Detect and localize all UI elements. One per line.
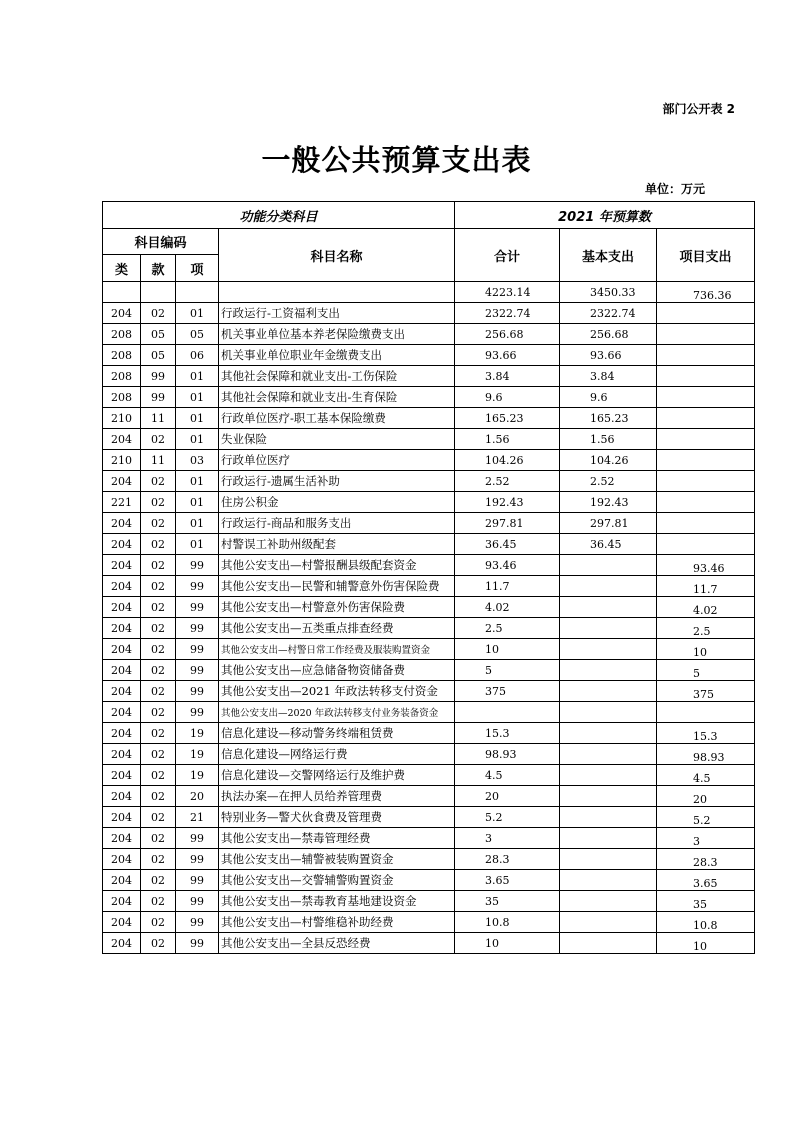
basic-cell xyxy=(560,639,657,660)
lei-cell: 204 xyxy=(103,807,141,828)
total-cell: 9.6 xyxy=(455,387,560,408)
lei-cell: 210 xyxy=(103,450,141,471)
basic-cell: 3.84 xyxy=(560,366,657,387)
subject-name-cell: 其他公安支出—2020 年政法转移支付业务装备资金 xyxy=(219,702,455,723)
basic-cell: 192.43 xyxy=(560,492,657,513)
page-title: 一般公共预算支出表 xyxy=(261,143,532,177)
xiang-cell: 99 xyxy=(176,702,219,723)
subject-name-cell: 机关事业单位职业年金缴费支出 xyxy=(219,345,455,366)
summary-cell xyxy=(103,282,141,303)
basic-cell xyxy=(560,891,657,912)
lei-cell: 204 xyxy=(103,471,141,492)
lei-cell: 208 xyxy=(103,324,141,345)
subject-name-cell: 其他公安支出—禁毒管理经费 xyxy=(219,828,455,849)
table-number-label: 部门公开表 2 xyxy=(662,102,735,116)
total-cell: 3 xyxy=(455,828,560,849)
basic-cell xyxy=(560,933,657,954)
kuan-cell: 05 xyxy=(141,345,176,366)
basic-cell: 104.26 xyxy=(560,450,657,471)
project-cell xyxy=(657,324,755,345)
xiang-cell: 99 xyxy=(176,891,219,912)
kuan-cell: 02 xyxy=(141,429,176,450)
basic-cell xyxy=(560,576,657,597)
basic-cell xyxy=(560,660,657,681)
project-cell: 375 xyxy=(657,681,755,702)
lei-cell: 210 xyxy=(103,408,141,429)
subject-name-cell: 其他社会保障和就业支出-生育保险 xyxy=(219,387,455,408)
table-row xyxy=(103,345,755,366)
table-row xyxy=(103,303,755,324)
basic-cell: 1.56 xyxy=(560,429,657,450)
kuan-cell: 02 xyxy=(141,723,176,744)
table-row xyxy=(103,513,755,534)
basic-cell xyxy=(560,870,657,891)
kuan-cell: 02 xyxy=(141,786,176,807)
lei-cell: 204 xyxy=(103,429,141,450)
total-cell: 3.84 xyxy=(455,366,560,387)
summary-cell xyxy=(141,282,176,303)
kuan-cell: 02 xyxy=(141,534,176,555)
xiang-cell: 01 xyxy=(176,492,219,513)
subject-name-cell: 其他公安支出—交警辅警购置资金 xyxy=(219,870,455,891)
subject-name-cell: 行政运行-遗属生活补助 xyxy=(219,471,455,492)
project-cell: 15.3 xyxy=(657,723,755,744)
lei-cell: 204 xyxy=(103,555,141,576)
table-row xyxy=(103,786,755,807)
xiang-header: 项 xyxy=(176,255,219,282)
lei-cell: 204 xyxy=(103,681,141,702)
subject-code-header: 科目编码 xyxy=(103,229,219,255)
total-cell: 36.45 xyxy=(455,534,560,555)
summary-basic: 3450.33 xyxy=(560,282,657,303)
lei-cell: 204 xyxy=(103,303,141,324)
xiang-cell: 99 xyxy=(176,870,219,891)
summary-cell xyxy=(176,282,219,303)
subject-name-cell: 其他公安支出—村警维稳补助经费 xyxy=(219,912,455,933)
basic-cell: 36.45 xyxy=(560,534,657,555)
table-row xyxy=(103,723,755,744)
basic-cell xyxy=(560,912,657,933)
lei-cell: 204 xyxy=(103,912,141,933)
xiang-cell: 01 xyxy=(176,513,219,534)
basic-cell xyxy=(560,849,657,870)
kuan-cell: 05 xyxy=(141,324,176,345)
project-cell xyxy=(657,702,755,723)
project-cell: 5 xyxy=(657,660,755,681)
budget-year-header: 2021 年预算数 xyxy=(455,202,755,229)
total-cell: 5.2 xyxy=(455,807,560,828)
total-cell: 93.66 xyxy=(455,345,560,366)
basic-cell xyxy=(560,828,657,849)
summary-total: 4223.14 xyxy=(455,282,560,303)
xiang-cell: 99 xyxy=(176,912,219,933)
basic-cell: 256.68 xyxy=(560,324,657,345)
xiang-cell: 99 xyxy=(176,828,219,849)
table-row xyxy=(103,534,755,555)
table-row xyxy=(103,849,755,870)
summary-cell xyxy=(219,282,455,303)
kuan-cell: 02 xyxy=(141,660,176,681)
basic-cell xyxy=(560,597,657,618)
lei-cell: 221 xyxy=(103,492,141,513)
table-row xyxy=(103,744,755,765)
kuan-cell: 02 xyxy=(141,933,176,954)
project-cell xyxy=(657,408,755,429)
table-row xyxy=(103,366,755,387)
total-cell: 15.3 xyxy=(455,723,560,744)
xiang-cell: 99 xyxy=(176,597,219,618)
lei-cell: 204 xyxy=(103,765,141,786)
project-cell: 2.5 xyxy=(657,618,755,639)
subject-name-cell: 其他公安支出—民警和辅警意外伤害保险费 xyxy=(219,576,455,597)
subject-name-cell: 住房公积金 xyxy=(219,492,455,513)
table-row xyxy=(103,618,755,639)
subject-name-cell: 行政单位医疗 xyxy=(219,450,455,471)
project-cell xyxy=(657,429,755,450)
project-cell: 35 xyxy=(657,891,755,912)
summary-project: 736.36 xyxy=(657,282,755,303)
lei-cell: 204 xyxy=(103,576,141,597)
basic-cell xyxy=(560,765,657,786)
project-cell xyxy=(657,303,755,324)
kuan-cell: 02 xyxy=(141,513,176,534)
lei-cell: 204 xyxy=(103,786,141,807)
project-cell xyxy=(657,471,755,492)
total-header: 合计 xyxy=(455,229,560,282)
kuan-cell: 02 xyxy=(141,555,176,576)
xiang-cell: 05 xyxy=(176,324,219,345)
kuan-cell: 02 xyxy=(141,639,176,660)
total-cell: 3.65 xyxy=(455,870,560,891)
xiang-cell: 01 xyxy=(176,408,219,429)
xiang-cell: 01 xyxy=(176,471,219,492)
basic-header: 基本支出 xyxy=(560,229,657,282)
table-row xyxy=(103,387,755,408)
total-cell: 10.8 xyxy=(455,912,560,933)
project-cell xyxy=(657,387,755,408)
lei-cell: 204 xyxy=(103,660,141,681)
table-row xyxy=(103,471,755,492)
total-cell xyxy=(455,702,560,723)
subject-name-cell: 其他公安支出—村警报酬县级配套资金 xyxy=(219,555,455,576)
project-cell: 11.7 xyxy=(657,576,755,597)
kuan-cell: 02 xyxy=(141,765,176,786)
project-cell: 4.02 xyxy=(657,597,755,618)
kuan-cell: 02 xyxy=(141,471,176,492)
total-cell: 2322.74 xyxy=(455,303,560,324)
xiang-cell: 99 xyxy=(176,639,219,660)
project-cell: 10 xyxy=(657,639,755,660)
kuan-cell: 02 xyxy=(141,744,176,765)
basic-cell xyxy=(560,723,657,744)
subject-name-cell: 其他公安支出—辅警被装购置资金 xyxy=(219,849,455,870)
subject-name-cell: 行政运行-工资福利支出 xyxy=(219,303,455,324)
table-row xyxy=(103,492,755,513)
subject-name-cell: 其他公安支出—应急储备物资储备费 xyxy=(219,660,455,681)
lei-cell: 204 xyxy=(103,870,141,891)
total-cell: 28.3 xyxy=(455,849,560,870)
xiang-cell: 99 xyxy=(176,933,219,954)
lei-cell: 204 xyxy=(103,597,141,618)
kuan-cell: 99 xyxy=(141,387,176,408)
lei-cell: 204 xyxy=(103,723,141,744)
kuan-cell: 11 xyxy=(141,450,176,471)
basic-cell xyxy=(560,618,657,639)
lei-cell: 208 xyxy=(103,387,141,408)
lei-cell: 204 xyxy=(103,933,141,954)
lei-cell: 204 xyxy=(103,534,141,555)
total-cell: 192.43 xyxy=(455,492,560,513)
kuan-cell: 02 xyxy=(141,681,176,702)
table-row xyxy=(103,807,755,828)
basic-cell xyxy=(560,807,657,828)
kuan-cell: 02 xyxy=(141,849,176,870)
table-row xyxy=(103,912,755,933)
kuan-cell: 02 xyxy=(141,912,176,933)
unit-label: 单位：万元 xyxy=(644,182,705,196)
total-cell: 375 xyxy=(455,681,560,702)
function-class-header: 功能分类科目 xyxy=(103,202,455,229)
subject-name-cell: 其他公安支出—全县反恐经费 xyxy=(219,933,455,954)
total-cell: 35 xyxy=(455,891,560,912)
basic-cell xyxy=(560,555,657,576)
table-row xyxy=(103,891,755,912)
kuan-cell: 02 xyxy=(141,828,176,849)
project-cell xyxy=(657,534,755,555)
project-cell: 98.93 xyxy=(657,744,755,765)
table-row xyxy=(103,765,755,786)
basic-cell xyxy=(560,786,657,807)
total-cell: 4.02 xyxy=(455,597,560,618)
lei-cell: 204 xyxy=(103,702,141,723)
xiang-cell: 01 xyxy=(176,303,219,324)
xiang-cell: 99 xyxy=(176,555,219,576)
subject-name-cell: 执法办案—在押人员给养管理费 xyxy=(219,786,455,807)
lei-cell: 204 xyxy=(103,639,141,660)
lei-cell: 204 xyxy=(103,891,141,912)
lei-cell: 208 xyxy=(103,345,141,366)
xiang-cell: 20 xyxy=(176,786,219,807)
table-row xyxy=(103,450,755,471)
lei-cell: 204 xyxy=(103,744,141,765)
project-cell xyxy=(657,492,755,513)
xiang-cell: 99 xyxy=(176,681,219,702)
project-cell: 5.2 xyxy=(657,807,755,828)
total-cell: 10 xyxy=(455,639,560,660)
basic-cell xyxy=(560,744,657,765)
project-cell: 10 xyxy=(657,933,755,954)
subject-name-cell: 失业保险 xyxy=(219,429,455,450)
total-cell: 5 xyxy=(455,660,560,681)
xiang-cell: 21 xyxy=(176,807,219,828)
kuan-cell: 11 xyxy=(141,408,176,429)
total-cell: 104.26 xyxy=(455,450,560,471)
xiang-cell: 99 xyxy=(176,576,219,597)
kuan-cell: 02 xyxy=(141,807,176,828)
total-cell: 93.46 xyxy=(455,555,560,576)
subject-name-cell: 其他社会保障和就业支出-工伤保险 xyxy=(219,366,455,387)
xiang-cell: 99 xyxy=(176,618,219,639)
project-cell: 4.5 xyxy=(657,765,755,786)
xiang-cell: 19 xyxy=(176,723,219,744)
table-row xyxy=(103,324,755,345)
project-cell xyxy=(657,366,755,387)
lei-cell: 204 xyxy=(103,618,141,639)
kuan-cell: 02 xyxy=(141,870,176,891)
project-cell xyxy=(657,513,755,534)
table-row xyxy=(103,429,755,450)
subject-name-cell: 其他公安支出—2021 年政法转移支付资金 xyxy=(219,681,455,702)
summary-row xyxy=(103,282,755,303)
basic-cell xyxy=(560,702,657,723)
basic-cell: 93.66 xyxy=(560,345,657,366)
total-cell: 1.56 xyxy=(455,429,560,450)
table-row xyxy=(103,702,755,723)
project-cell: 28.3 xyxy=(657,849,755,870)
subject-name-cell: 信息化建设—移动警务终端租赁费 xyxy=(219,723,455,744)
subject-name-cell: 其他公安支出—村警日常工作经费及服装购置资金 xyxy=(219,639,455,660)
table-row xyxy=(103,870,755,891)
table-row xyxy=(103,408,755,429)
total-cell: 10 xyxy=(455,933,560,954)
xiang-cell: 01 xyxy=(176,429,219,450)
total-cell: 98.93 xyxy=(455,744,560,765)
kuan-cell: 99 xyxy=(141,366,176,387)
table-row xyxy=(103,660,755,681)
project-cell: 20 xyxy=(657,786,755,807)
total-cell: 11.7 xyxy=(455,576,560,597)
subject-name-cell: 其他公安支出—禁毒教育基地建设资金 xyxy=(219,891,455,912)
basic-cell: 165.23 xyxy=(560,408,657,429)
xiang-cell: 01 xyxy=(176,534,219,555)
lei-cell: 204 xyxy=(103,849,141,870)
project-cell: 10.8 xyxy=(657,912,755,933)
subject-name-cell: 村警误工补助州级配套 xyxy=(219,534,455,555)
project-cell: 3.65 xyxy=(657,870,755,891)
basic-cell: 9.6 xyxy=(560,387,657,408)
table-row xyxy=(103,639,755,660)
table-row xyxy=(103,681,755,702)
lei-cell: 208 xyxy=(103,366,141,387)
table-row xyxy=(103,576,755,597)
table-row xyxy=(103,555,755,576)
xiang-cell: 03 xyxy=(176,450,219,471)
table-row xyxy=(103,597,755,618)
kuan-cell: 02 xyxy=(141,576,176,597)
total-cell: 297.81 xyxy=(455,513,560,534)
xiang-cell: 06 xyxy=(176,345,219,366)
lei-cell: 204 xyxy=(103,828,141,849)
project-cell: 3 xyxy=(657,828,755,849)
kuan-cell: 02 xyxy=(141,891,176,912)
subject-name-cell: 信息化建设—网络运行费 xyxy=(219,744,455,765)
subject-name-cell: 特别业务—警犬伙食费及管理费 xyxy=(219,807,455,828)
xiang-cell: 99 xyxy=(176,849,219,870)
total-cell: 20 xyxy=(455,786,560,807)
total-cell: 2.5 xyxy=(455,618,560,639)
subject-name-cell: 信息化建设—交警网络运行及维护费 xyxy=(219,765,455,786)
kuan-cell: 02 xyxy=(141,618,176,639)
total-cell: 4.5 xyxy=(455,765,560,786)
xiang-cell: 01 xyxy=(176,387,219,408)
total-cell: 256.68 xyxy=(455,324,560,345)
subject-name-cell: 其他公安支出—村警意外伤害保险费 xyxy=(219,597,455,618)
subject-name-cell: 其他公安支出—五类重点排查经费 xyxy=(219,618,455,639)
lei-header: 类 xyxy=(103,255,141,282)
kuan-header: 款 xyxy=(141,255,176,282)
subject-name-cell: 机关事业单位基本养老保险缴费支出 xyxy=(219,324,455,345)
lei-cell: 204 xyxy=(103,513,141,534)
basic-cell xyxy=(560,681,657,702)
xiang-cell: 99 xyxy=(176,660,219,681)
budget-table xyxy=(102,201,755,954)
kuan-cell: 02 xyxy=(141,597,176,618)
basic-cell: 2322.74 xyxy=(560,303,657,324)
kuan-cell: 02 xyxy=(141,702,176,723)
table-row xyxy=(103,933,755,954)
total-cell: 2.52 xyxy=(455,471,560,492)
subject-name-cell: 行政运行-商品和服务支出 xyxy=(219,513,455,534)
kuan-cell: 02 xyxy=(141,303,176,324)
basic-cell: 297.81 xyxy=(560,513,657,534)
basic-cell: 2.52 xyxy=(560,471,657,492)
xiang-cell: 01 xyxy=(176,366,219,387)
subject-name-cell: 行政单位医疗-职工基本保险缴费 xyxy=(219,408,455,429)
table-row xyxy=(103,828,755,849)
project-cell: 93.46 xyxy=(657,555,755,576)
xiang-cell: 19 xyxy=(176,744,219,765)
kuan-cell: 02 xyxy=(141,492,176,513)
project-cell xyxy=(657,450,755,471)
project-header: 项目支出 xyxy=(657,229,755,282)
total-cell: 165.23 xyxy=(455,408,560,429)
subject-name-header: 科目名称 xyxy=(219,229,455,282)
xiang-cell: 19 xyxy=(176,765,219,786)
project-cell xyxy=(657,345,755,366)
